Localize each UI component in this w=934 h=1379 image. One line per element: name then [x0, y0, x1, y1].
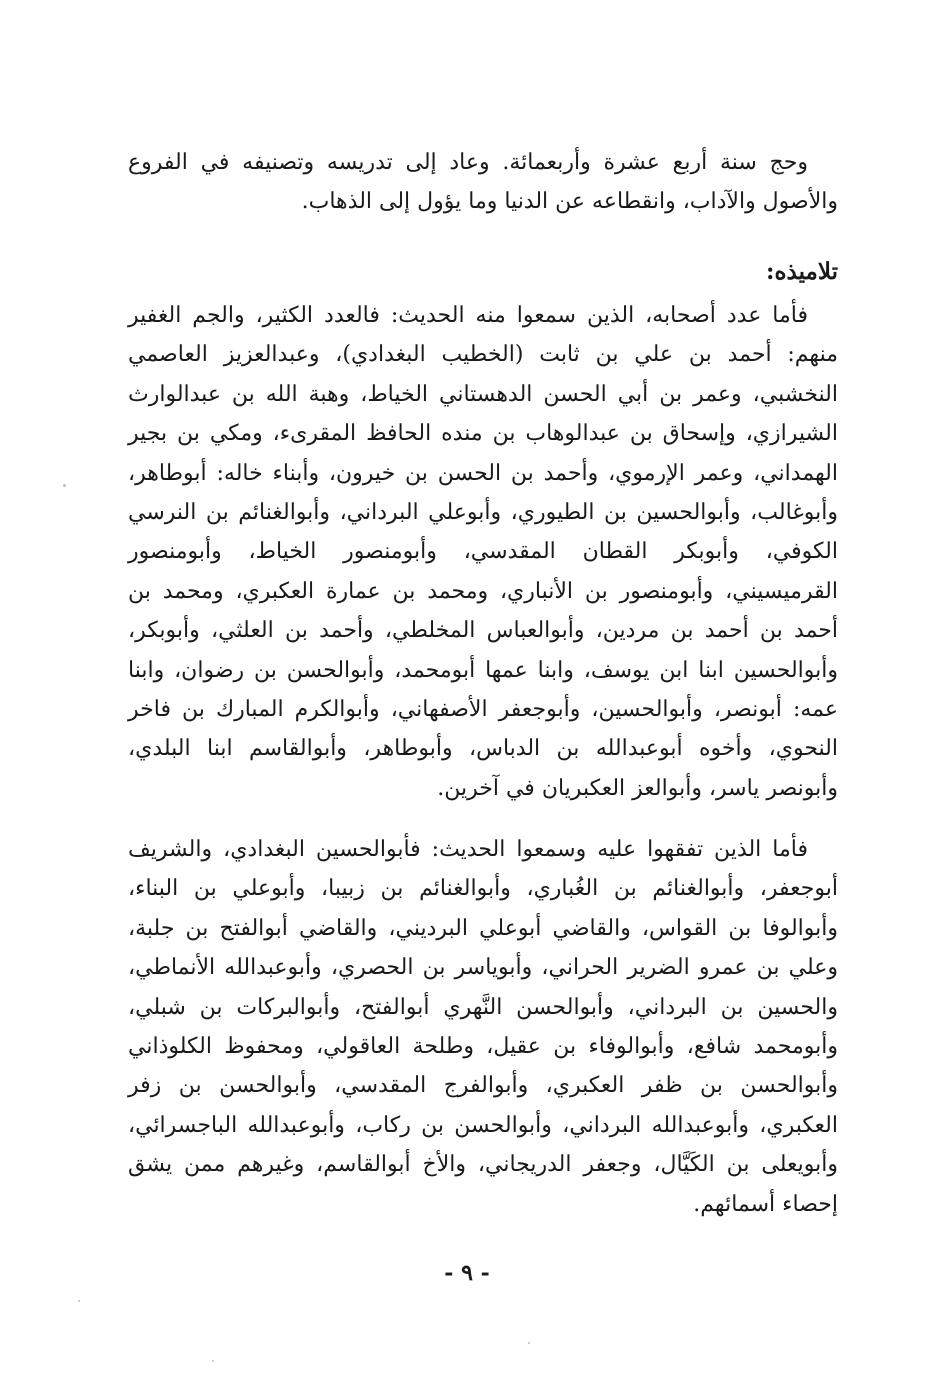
intro-paragraph: [128, 143, 838, 222]
scan-speck: [78, 1300, 80, 1302]
page-number: - ٩ -: [444, 1260, 490, 1286]
fiqh-students-paragraph: [128, 830, 838, 1224]
scan-speck: [212, 1360, 214, 1362]
fiqh-students-text: فأما الذين تفقهوا عليه وسمعوا الحديث: فأبوالحسين البغدادي، والشريف أبوجعفر، وأبوالغنائم بن الغُباري، وأبوالغنائم بن زبيبا، وأبوعلي بن البناء، وأبوالوفا بن القواس، والقاضي أبوعلي البرديني، والقاضي أبوالفتح بن جلبة، وعلي بن عمرو الضرير الحراني، وأبوياسر بن الحصري، وأبوعبدالله الأنماطي، والحسين بن البرداني، وأبوالحسن النَّهري أبوالفتح، وأبوالبركات بن شبلي، وأبومحمد شافع، وأبوالوفاء بن عقيل، وطلحة العاقولي، ومحفوظ الكلوذاني وأبوالحسن بن ظفر العكبري، وأبوالفرج المقدسي، وأبوالحسن بن زفر العكبري، وأبوعبدالله البرداني، وأبوالحسن بن ركاب، وأبوعبدالله الباجسرائي، وأبويعلى بن الكَيَّال، وجعفر الدريجاني، والأخ أبوالقاسم، وغيرهم ممن يشق إحصاء أسمائهم.: [128, 837, 838, 1217]
hadith-students-paragraph: [128, 296, 838, 808]
students-heading: تلاميذه:: [766, 258, 838, 285]
scan-speck: [528, 1342, 530, 1344]
scan-speck: [63, 484, 66, 487]
intro-text: وحج سنة أربع عشرة وأربعمائة. وعاد إلى تدريسه وتصنيفه في الفروع والأصول والآداب، وانقطاعه عن الدنيا وما يؤول إلى الذهاب.: [128, 150, 838, 215]
hadith-students-text: فأما عدد أصحابه، الذين سمعوا منه الحديث: فالعدد الكثير، والجم الغفير منهم: أحمد بن علي بن ثابت (الخطيب البغدادي)، وعبدالعزيز العاصمي النخشبي، وعمر بن أبي الحسن الدهستاني الخياط، وهبة الله بن عبدالوارث الشيرازي، وإسحاق بن عبدالوهاب بن منده الحافظ المقرىء، ومكي بن بجير الهمداني، وعمر الإرموي، وأحمد بن الحسن بن خيرون، وأبناء خاله: أبوطاهر، وأبوغالب، وأبوالحسين بن الطيوري، وأبوعلي البرداني، وأبوالغنائم بن النرسي الكوفي، وأبوبكر القطان المقدسي، وأبومنصور الخياط، وأبومنصور القرميسيني، وأبومنصور بن الأنباري، ومحمد بن عمارة العكبري، ومحمد بن أحمد بن أحمد بن مردين، وأبوالعباس المخلطي، وأحمد بن العلثي، وأبوبكر، وأبوالحسين ابنا ابن يوسف، وابنا عمها أبومحمد، وأبوالحسن بن رضوان، وابنا عمه: أبونصر، وأبوالحسين، وأبوجعفر الأصفهاني، وأبوالكرم المبارك بن فاخر النحوي، وأخوه أبوعبدالله بن الدباس، وأبوطاهر، وأبوالقاسم ابنا البلدي، وأبونصر ياسر، وأبوالعز العكبريان في آخرين.: [128, 303, 838, 801]
